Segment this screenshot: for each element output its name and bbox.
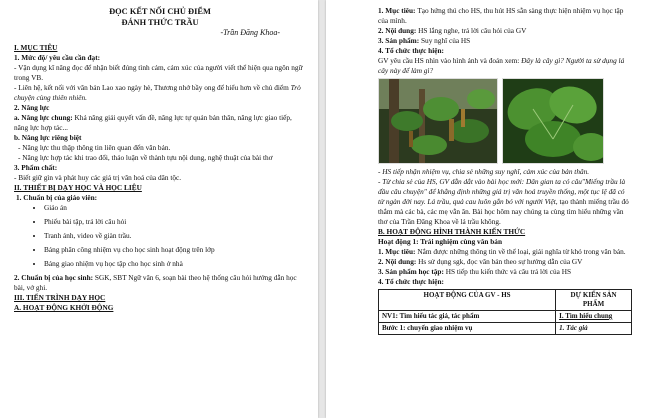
paragraph: - Năng lực thu thập thông tin liên quan đến văn bản. [18,143,171,152]
text: HS tiếp thu kiến thức và câu trả lời của HS [445,267,572,276]
text-italic: Đây là cây gì? Người ta sử dụng lá cây này để làm gì? [378,56,625,75]
page-right-content [378,6,632,335]
text-italic: - Từ chia sẻ của HS, GV dẫn dắt vào bài học mới: Dân gian ta có câu"Miếng trầu là đầu câu chuyện" để khẳng định những giá trị văn hoá truyền thống, một tục lệ đã có từ ngàn đời nay. Lá trầu, quả cau luôn gắn bó với người Việt, [378,177,626,206]
paragraph [378,177,632,227]
page-left-content [14,6,306,313]
title-line-1: ĐỌC KẾT NỐI CHỦ ĐIỂM [109,7,211,16]
paragraph: - Vận dụng kĩ năng đọc để nhận biết đúng tình cảm, cảm xúc của người viết thể hiện qua ngôn ngữ trong VB. [14,63,303,82]
paragraph [378,6,632,26]
text: Hs sử dụng sgk, đọc văn bản theo sự hướng dẫn của GV [418,257,583,266]
sub-heading: 3. Phẩm chất: [14,163,58,172]
text-bold: 1. Mục tiêu: [378,247,418,256]
title-line-2: ĐÁNH THỨC TRẦU [121,18,199,27]
sub-heading: Hoạt động 1: Trải nghiệm cùng văn bản [378,237,503,246]
paragraph: - Biết giữ gìn và phát huy các giá trị văn hoá của dân tộc. [14,173,182,182]
table-header: DỰ KIẾN SẢN PHẨM [556,290,632,311]
sub-heading: 4. Tổ chức thực hiện: [378,46,444,55]
text: - Liên hệ, kết nối với văn bản Lao xao ngày hè, Thương nhớ bầy ong để hiểu hơn về chủ điểm [14,83,291,92]
text: Suy nghĩ của HS [420,36,471,45]
text-italic: Trò chuyện cùng thiên nhiên. [14,83,301,102]
sub-heading: 1. Mức độ/ yêu cầu cần đạt: [14,53,101,62]
text: HS lắng nghe, trả lời câu hỏi của GV [418,26,527,35]
table-cell: 1. Tác giả [556,323,632,335]
text: Nắm được những thông tin về thể loại, giải nghĩa từ khó trong văn bản. [417,247,626,256]
photo-row [378,78,632,164]
betel-vine-photo [378,78,498,164]
paragraph [378,36,632,46]
text: GV yêu cầu HS nhìn vào hình ảnh và đoán xem: [378,56,522,65]
table-row [379,323,632,335]
list-item: • Bảng phân công nhiệm vụ cho học sinh hoạt động trên lớp [44,245,306,255]
sub-heading: 2. Năng lực [14,103,50,112]
text-bold: 3. Sản phẩm: [378,36,421,45]
table-header: HOẠT ĐỘNG CỦA GV - HS [379,290,556,311]
table-cell: NV1: Tìm hiểu tác giả, tác phẩm [379,311,556,323]
table-header-row [379,290,632,311]
section-heading: A. HOẠT ĐỘNG KHỞI ĐỘNG [14,303,114,312]
paragraph: - Năng lực hợp tác khi trao đổi, thảo luận về thành tựu nội dung, nghệ thuật của bài thơ [18,153,273,162]
paragraph [14,113,306,133]
list-item: • Tranh ảnh, video về giàn trầu. [44,231,306,241]
text-bold: 2. Chuẩn bị của học sinh: [14,273,95,282]
text-bold: 3. Sản phẩm học tập: [378,267,446,276]
table-cell: Bước 1: chuyển giao nhiệm vụ [379,323,556,335]
text: Khả năng giải quyết vấn đề, năng lực tự quản bản thân, năng lực giao tiếp, năng lực hợp tác... [14,113,292,132]
betel-leaves-photo [502,78,604,164]
table-row [379,311,632,323]
text-bold: 2. Nội dung: [378,26,419,35]
text-bold: a. Năng lực chung: [14,113,75,122]
paragraph [378,56,632,76]
table-cell: I. Tìm hiểu chung [556,311,632,323]
document-page-left [0,0,318,418]
text: Tạo hứng thú cho HS, thu hút HS sẵn sàng thực hiện nhiệm vụ học tập của mình. [378,6,624,25]
text-bold: 1. Mục tiêu: [378,6,418,15]
paragraph: - HS tiếp nhận nhiệm vụ, chia sẻ những suy nghĩ, cảm xúc của bản thân. [378,167,590,176]
list-item: • Bảng giao nhiệm vụ học tập cho học sinh ở nhà [44,259,306,269]
author: -Trần Đăng Khoa- [220,28,280,37]
paragraph [378,257,632,267]
sub-heading: b. Năng lực riêng biệt [14,133,82,142]
paragraph [378,267,632,277]
paragraph [14,83,306,103]
document-page-right [326,0,650,418]
list-item: • Phiếu bài tập, trả lời câu hỏi [44,217,306,227]
paragraph [14,273,306,293]
paragraph [378,247,632,257]
section-heading: III. TIẾN TRÌNH DẠY HỌC [14,293,106,302]
section-heading: II. THIẾT BỊ DẠY HỌC VÀ HỌC LIỆU [14,183,142,192]
list-item: • Giáo án [44,203,306,213]
section-heading: B. HOẠT ĐỘNG HÌNH THÀNH KIẾN THỨC [378,227,526,236]
section-heading: I. MỤC TIÊU [14,43,58,52]
equipment-list [14,203,306,269]
text: tạo thành miếng trầu đỏ thắm mà các bà, các mẹ vẫn ăn. Bài học hôm nay chúng ta cùng tìm hiểu những vần thơ của Trần Đăng Khoa về lá trầu không. [378,197,629,226]
text: SGK, SBT Ngữ văn 6, soạn bài theo hệ thống câu hỏi hướng dẫn học bài, vở ghi. [14,273,297,292]
paragraph [378,26,632,36]
activity-table [378,289,632,335]
text-bold: 2. Nội dung: [378,257,419,266]
sub-heading: 4. Tổ chức thực hiện: [378,277,444,286]
sub-heading: 1. Chuẩn bị của giáo viên: [16,193,98,202]
